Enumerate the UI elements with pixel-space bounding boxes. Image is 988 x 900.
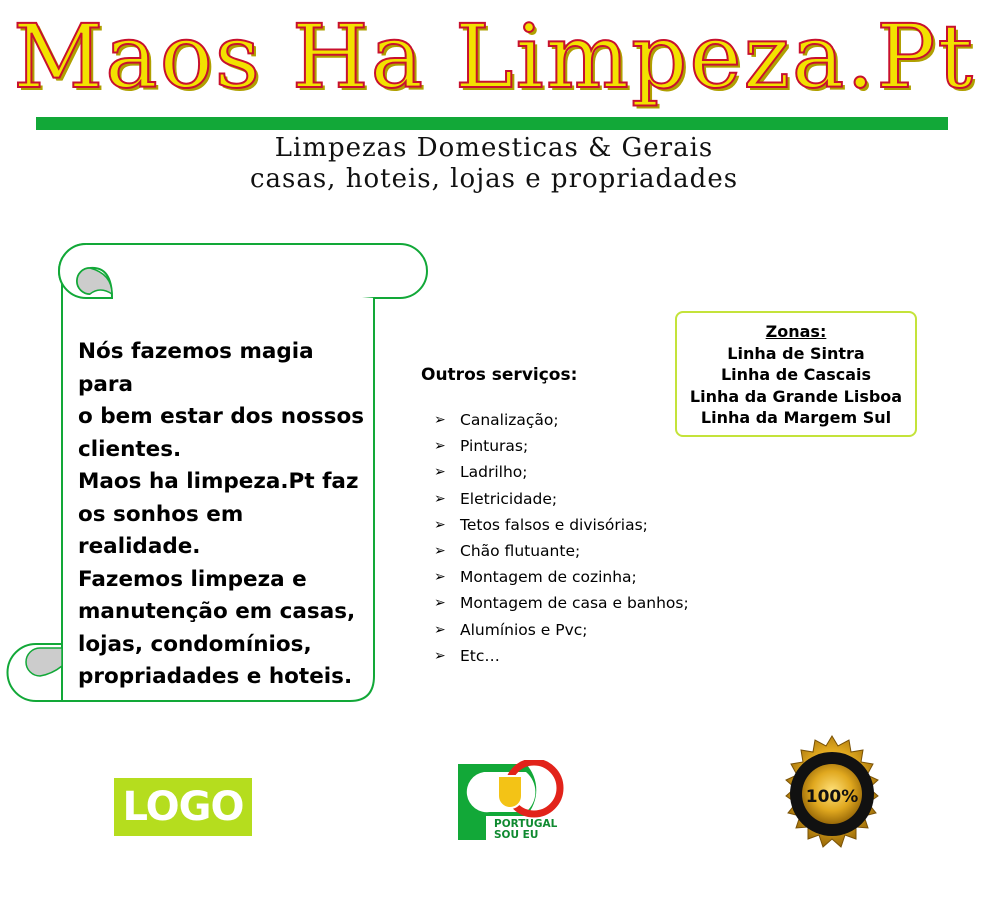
arrow-bullet-icon: ➢ xyxy=(434,412,446,429)
zonas-title: Zonas: xyxy=(765,322,827,341)
site-title: Maos Ha Limpeza.Pt xyxy=(13,5,975,108)
arrow-bullet-icon: ➢ xyxy=(434,647,446,664)
scroll-text xyxy=(78,336,368,694)
scroll-line: Fazemos limpeza e xyxy=(78,566,307,592)
arrow-bullet-icon: ➢ xyxy=(434,543,446,560)
list-item: ➢ Montagem de casa e banhos; xyxy=(434,594,689,613)
zona-item: Linha da Grande Lisboa xyxy=(689,386,903,406)
list-item: ➢ Etc… xyxy=(434,646,500,665)
services-title: Outros serviços: xyxy=(421,365,578,385)
quality-seal-icon xyxy=(766,734,898,866)
list-item: ➢ Ladrilho; xyxy=(434,463,528,482)
subtitle-line-1: Limpezas Domesticas & Gerais xyxy=(274,133,714,163)
portugal-sou-eu-text: PORTUGAL SOU EU xyxy=(494,818,558,841)
list-item: ➢ Canalização; xyxy=(434,411,559,430)
list-item: ➢ Alumínios e Pvc; xyxy=(434,620,588,639)
scroll-line: o bem estar dos nossos xyxy=(78,404,365,429)
arrow-bullet-icon: ➢ xyxy=(434,569,446,586)
arrow-bullet-icon: ➢ xyxy=(434,595,446,612)
zona-item: Linha de Cascais xyxy=(720,365,872,384)
scroll-line: os sonhos em realidade. xyxy=(78,501,244,559)
scroll-line: manutenção em casas, xyxy=(78,599,356,624)
scroll-line: Maos ha limpeza.Pt faz xyxy=(78,469,359,494)
list-item: ➢ Tetos falsos e divisórias; xyxy=(434,515,648,534)
zona-item: Linha da Margem Sul xyxy=(700,408,892,427)
scroll-line: clientes. xyxy=(78,436,182,462)
arrow-bullet-icon: ➢ xyxy=(434,438,446,455)
arrow-bullet-icon: ➢ xyxy=(434,464,446,481)
list-item: ➢ Montagem de cozinha; xyxy=(434,568,637,587)
list-item: ➢ Eletricidade; xyxy=(434,489,558,508)
header-divider xyxy=(36,117,948,130)
scroll-line: Nós fazemos magia para xyxy=(78,339,314,397)
list-item: ➢ Chão flutuante; xyxy=(434,542,581,561)
list-item: ➢ Pinturas; xyxy=(434,437,529,456)
zona-item: Linha de Sintra xyxy=(727,343,865,363)
logo-text: LOGO xyxy=(122,784,244,830)
arrow-bullet-icon: ➢ xyxy=(434,490,446,507)
seal-center-text: 100% xyxy=(805,787,859,807)
subtitle-line-2: casas, hoteis, lojas e propriadades xyxy=(249,164,739,194)
services-list xyxy=(434,407,689,669)
scroll-line: propriadades e hoteis. xyxy=(78,664,353,689)
zonas-box xyxy=(675,311,917,437)
arrow-bullet-icon: ➢ xyxy=(434,516,446,533)
scroll-line: lojas, condomínios, xyxy=(78,631,312,657)
arrow-bullet-icon: ➢ xyxy=(434,621,446,638)
